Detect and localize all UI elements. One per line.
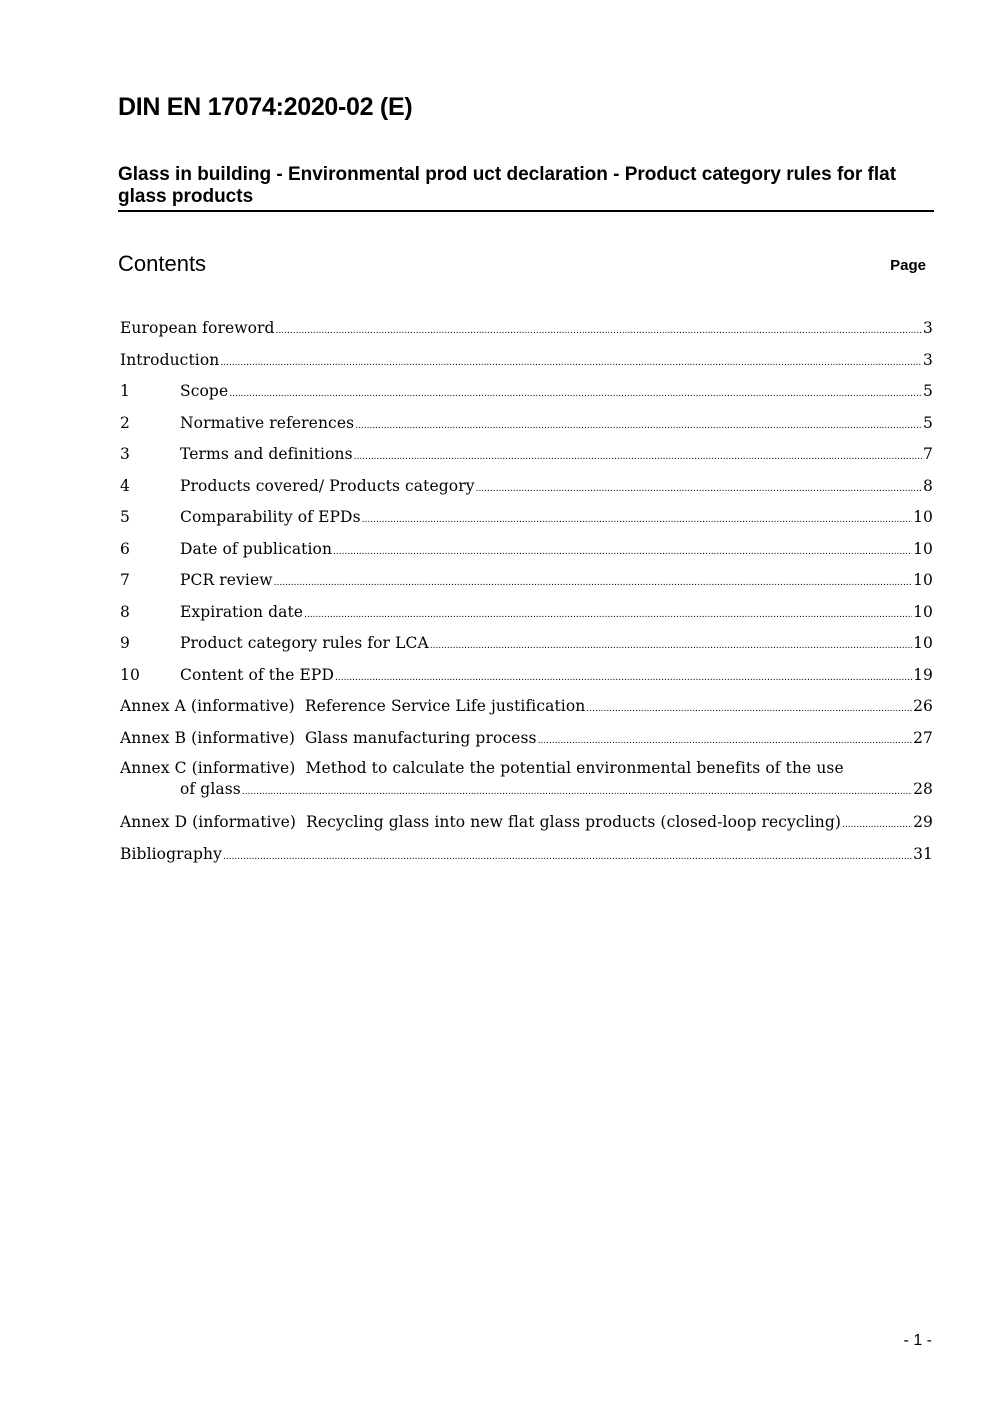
toc-entry-content-of-the-epd[interactable] xyxy=(120,664,933,696)
page-column-heading: Page xyxy=(890,257,926,274)
toc-entry-title: Comparability of EPDs xyxy=(180,508,361,526)
toc-entry-pcr-review[interactable] xyxy=(120,569,933,601)
toc-entry-title: Annex B (informative) Glass manufacturing process xyxy=(120,728,537,747)
toc-leader-dots xyxy=(223,843,912,868)
toc-leader-dots xyxy=(276,317,922,342)
toc-entry-page: 10 xyxy=(913,571,933,589)
toc-entry-title: Product category rules for LCA xyxy=(180,634,429,652)
toc-entry-european-foreword[interactable] xyxy=(120,317,933,349)
toc-entry-scope[interactable] xyxy=(120,380,933,412)
toc-entry-page: 10 xyxy=(913,539,933,558)
toc-leader-dots xyxy=(430,632,912,657)
toc-entry-title: Annex D (informative) Recycling glass into new flat glass products (closed-loop recycling) xyxy=(120,813,842,831)
toc-leader-dots xyxy=(335,664,912,689)
toc-entry-comparability-of-epds[interactable] xyxy=(120,506,933,538)
toc-entry-number: 5 xyxy=(120,508,130,526)
toc-entry-number: 2 xyxy=(120,413,130,432)
toc-entry-page: 28 xyxy=(913,780,933,798)
toc-entry-annex-a[interactable] xyxy=(120,695,933,727)
toc-entry-number: 4 xyxy=(120,476,130,495)
toc-entry-title: Annex C (informative) Method to calculate the potential environmental benefits of the use xyxy=(120,759,844,777)
toc-entry-number: 9 xyxy=(120,634,130,652)
table-of-contents xyxy=(120,317,933,874)
toc-entry-expiration-date[interactable] xyxy=(120,601,933,633)
toc-entry-title: European foreword xyxy=(120,319,275,337)
toc-entry-title: PCR review xyxy=(180,571,273,589)
toc-entry-introduction[interactable] xyxy=(120,349,933,381)
toc-entry-page: 31 xyxy=(913,844,933,863)
toc-entry-title: Introduction xyxy=(120,350,220,369)
toc-entry-title: Scope xyxy=(180,382,229,400)
toc-entry-page: 3 xyxy=(923,350,933,369)
toc-entry-title: Terms and definitions xyxy=(180,445,353,463)
toc-entry-page: 26 xyxy=(913,697,933,715)
toc-entry-number: 10 xyxy=(120,665,140,684)
toc-leader-dots xyxy=(538,727,913,752)
toc-leader-dots xyxy=(354,443,922,468)
toc-entry-bibliography[interactable] xyxy=(120,843,933,875)
toc-entry-date-of-publication[interactable] xyxy=(120,538,933,570)
toc-entry-title-continued: of glass xyxy=(180,780,241,798)
title-divider xyxy=(118,210,934,212)
toc-leader-dots xyxy=(586,695,912,720)
toc-leader-dots xyxy=(476,475,922,500)
toc-entry-terms-and-definitions[interactable] xyxy=(120,443,933,475)
toc-entry-number: 3 xyxy=(120,445,130,463)
toc-leader-dots xyxy=(304,601,912,626)
toc-entry-title: Products covered/ Products category xyxy=(180,476,475,495)
toc-entry-page: 8 xyxy=(923,476,933,495)
document-title: Glass in building - Environmental prod uct declaration - Product category rules for flat glass products xyxy=(118,164,897,207)
toc-entry-title: Date of publication xyxy=(180,539,333,558)
toc-entry-page: 19 xyxy=(913,665,933,684)
toc-entry-annex-c[interactable] xyxy=(120,758,933,811)
toc-entry-number: 8 xyxy=(120,602,130,621)
toc-leader-dots xyxy=(333,538,912,563)
toc-entry-page: 5 xyxy=(923,413,933,432)
toc-entry-page: 10 xyxy=(913,634,933,652)
toc-entry-annex-d[interactable] xyxy=(120,811,933,843)
contents-heading: Contents xyxy=(118,251,207,276)
toc-leader-dots xyxy=(274,569,912,594)
toc-leader-dots xyxy=(842,811,912,836)
toc-entry-normative-references[interactable] xyxy=(120,412,933,444)
toc-leader-dots xyxy=(355,412,922,437)
page-number: - 1 - xyxy=(903,1332,932,1349)
toc-entry-title: Expiration date xyxy=(180,602,304,621)
toc-entry-page: 29 xyxy=(913,813,933,831)
toc-entry-title: Bibliography xyxy=(120,844,222,863)
toc-entry-title: Content of the EPD xyxy=(180,665,334,684)
toc-entry-number: 7 xyxy=(120,571,130,589)
toc-entry-page: 5 xyxy=(923,382,933,400)
toc-entry-number: 1 xyxy=(120,382,130,400)
toc-entry-page: 10 xyxy=(913,602,933,621)
toc-entry-title: Annex A (informative) Reference Service Life justification xyxy=(120,697,586,715)
toc-entry-page: 7 xyxy=(923,445,933,463)
toc-entry-product-category-rules[interactable] xyxy=(120,632,933,664)
toc-entry-page: 10 xyxy=(913,508,933,526)
toc-entry-number: 6 xyxy=(120,539,130,558)
toc-entry-title: Normative references xyxy=(180,413,355,432)
document-id: DIN EN 17074:2020-02 (E) xyxy=(118,93,413,121)
toc-entry-annex-b[interactable] xyxy=(120,727,933,759)
toc-entry-page: 27 xyxy=(913,728,933,747)
toc-leader-dots xyxy=(242,779,912,803)
toc-leader-dots xyxy=(362,506,912,531)
toc-entry-products-covered[interactable] xyxy=(120,475,933,507)
toc-entry-page: 3 xyxy=(923,319,933,337)
toc-leader-dots xyxy=(229,380,922,405)
toc-leader-dots xyxy=(220,349,922,374)
